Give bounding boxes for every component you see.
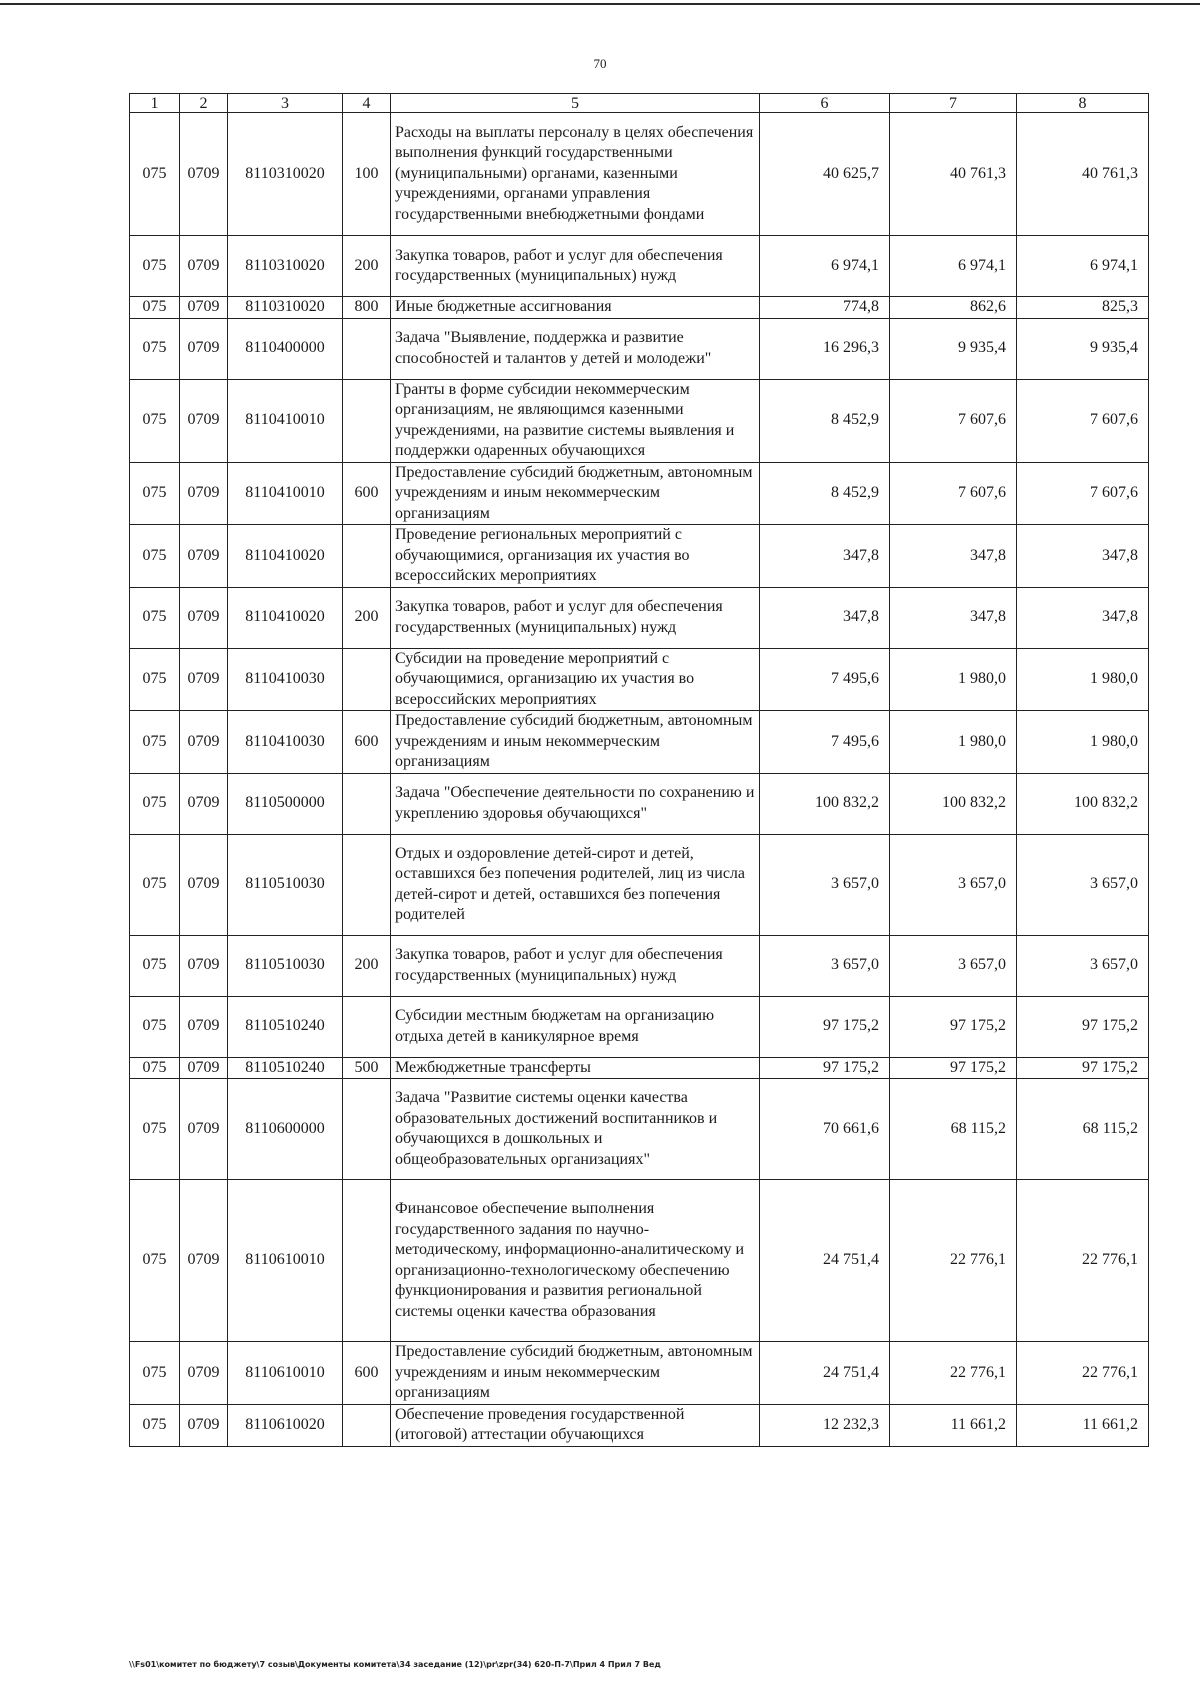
amount-col7-cell: 22 776,1	[890, 1180, 1017, 1342]
table-row	[130, 1342, 1149, 1405]
amount-col6-cell: 3 657,0	[760, 834, 890, 935]
expense-type-cell	[343, 318, 391, 379]
description-cell: Предоставление субсидий бюджетным, автономным учреждениям и иным некоммерческим организациям	[391, 462, 760, 525]
ministry-code-cell: 075	[130, 318, 180, 379]
amount-col8-cell: 7 607,6	[1017, 379, 1149, 462]
expense-type-cell	[343, 648, 391, 711]
ministry-code-cell: 075	[130, 711, 180, 774]
amount-col7-cell: 1 980,0	[890, 711, 1017, 774]
amount-col6-cell: 6 974,1	[760, 236, 890, 297]
ministry-code-cell: 075	[130, 648, 180, 711]
amount-col7-cell: 347,8	[890, 587, 1017, 648]
section-code-cell: 0709	[180, 236, 228, 297]
column-header: 1	[130, 94, 180, 113]
target-article-cell: 8110410020	[228, 525, 343, 588]
section-code-cell: 0709	[180, 996, 228, 1057]
table-row	[130, 711, 1149, 774]
amount-col8-cell: 6 974,1	[1017, 236, 1149, 297]
description-cell: Закупка товаров, работ и услуг для обеспечения государственных (муниципальных) нужд	[391, 935, 760, 996]
expense-type-cell: 600	[343, 711, 391, 774]
amount-col8-cell: 3 657,0	[1017, 935, 1149, 996]
amount-col6-cell: 24 751,4	[760, 1180, 890, 1342]
target-article-cell: 8110510030	[228, 834, 343, 935]
ministry-code-cell: 075	[130, 1079, 180, 1180]
description-cell: Расходы на выплаты персоналу в целях обеспечения выполнения функций государственными (муниципальными) органами, казенными учреждениями, органами управления государственными внебюджетными фондами	[391, 113, 760, 236]
description-cell: Отдых и оздоровление детей-сирот и детей, оставшихся без попечения родителей, лиц из числа детей-сирот и детей, оставшихся без попечения родителей	[391, 834, 760, 935]
amount-col7-cell: 1 980,0	[890, 648, 1017, 711]
ministry-code-cell: 075	[130, 525, 180, 588]
description-cell: Задача "Выявление, поддержка и развитие способностей и талантов у детей и молодежи"	[391, 318, 760, 379]
description-cell: Проведение региональных мероприятий с обучающимися, организация их участия во всероссийских мероприятиях	[391, 525, 760, 588]
target-article-cell: 8110510240	[228, 996, 343, 1057]
target-article-cell: 8110310020	[228, 236, 343, 297]
target-article-cell: 8110310020	[228, 297, 343, 319]
expense-type-cell	[343, 773, 391, 834]
target-article-cell: 8110510240	[228, 1057, 343, 1079]
amount-col7-cell: 9 935,4	[890, 318, 1017, 379]
target-article-cell: 8110410030	[228, 711, 343, 774]
table-row	[130, 1404, 1149, 1446]
section-code-cell: 0709	[180, 113, 228, 236]
amount-col8-cell: 11 661,2	[1017, 1404, 1149, 1446]
page-number: 70	[593, 56, 607, 71]
expense-type-cell	[343, 1180, 391, 1342]
amount-col7-cell: 3 657,0	[890, 834, 1017, 935]
amount-col6-cell: 40 625,7	[760, 113, 890, 236]
amount-col6-cell: 7 495,6	[760, 648, 890, 711]
expense-type-cell: 200	[343, 587, 391, 648]
table-row	[130, 236, 1149, 297]
ministry-code-cell: 075	[130, 297, 180, 319]
description-cell: Гранты в форме субсидии некоммерческим организациям, не являющимся казенными учреждениями, на развитие системы выявления и поддержки одаренных обучающихся	[391, 379, 760, 462]
amount-col8-cell: 9 935,4	[1017, 318, 1149, 379]
amount-col7-cell: 40 761,3	[890, 113, 1017, 236]
table-row	[130, 318, 1149, 379]
target-article-cell: 8110410020	[228, 587, 343, 648]
column-header-row	[130, 94, 1149, 113]
table-row	[130, 935, 1149, 996]
amount-col6-cell: 347,8	[760, 525, 890, 588]
amount-col7-cell: 100 832,2	[890, 773, 1017, 834]
amount-col8-cell: 22 776,1	[1017, 1180, 1149, 1342]
amount-col6-cell: 774,8	[760, 297, 890, 319]
amount-col7-cell: 11 661,2	[890, 1404, 1017, 1446]
ministry-code-cell: 075	[130, 1342, 180, 1405]
column-header: 3	[228, 94, 343, 113]
amount-col6-cell: 16 296,3	[760, 318, 890, 379]
table-row	[130, 297, 1149, 319]
expense-type-cell: 200	[343, 935, 391, 996]
table-row	[130, 525, 1149, 588]
description-cell: Субсидии на проведение мероприятий с обучающимися, организацию их участия во всероссийских мероприятиях	[391, 648, 760, 711]
amount-col8-cell: 347,8	[1017, 525, 1149, 588]
amount-col6-cell: 97 175,2	[760, 996, 890, 1057]
amount-col8-cell: 100 832,2	[1017, 773, 1149, 834]
amount-col7-cell: 97 175,2	[890, 996, 1017, 1057]
column-header: 5	[391, 94, 760, 113]
table-row	[130, 587, 1149, 648]
expense-type-cell: 200	[343, 236, 391, 297]
target-article-cell: 8110610010	[228, 1180, 343, 1342]
expense-type-cell: 800	[343, 297, 391, 319]
target-article-cell: 8110610010	[228, 1342, 343, 1405]
expense-type-cell	[343, 996, 391, 1057]
column-header: 4	[343, 94, 391, 113]
amount-col7-cell: 7 607,6	[890, 462, 1017, 525]
description-cell: Закупка товаров, работ и услуг для обеспечения государственных (муниципальных) нужд	[391, 587, 760, 648]
budget-table	[129, 93, 1149, 1447]
expense-type-cell	[343, 1404, 391, 1446]
description-cell: Предоставление субсидий бюджетным, автономным учреждениям и иным некоммерческим организациям	[391, 1342, 760, 1405]
amount-col6-cell: 70 661,6	[760, 1079, 890, 1180]
amount-col7-cell: 7 607,6	[890, 379, 1017, 462]
table-row	[130, 379, 1149, 462]
expense-type-cell	[343, 1079, 391, 1180]
amount-col6-cell: 7 495,6	[760, 711, 890, 774]
amount-col6-cell: 8 452,9	[760, 462, 890, 525]
table-row	[130, 1057, 1149, 1079]
target-article-cell: 8110510030	[228, 935, 343, 996]
target-article-cell: 8110310020	[228, 113, 343, 236]
description-cell: Финансовое обеспечение выполнения государственного задания по научно-методическому, информационно-аналитическому и организационно-технологическому обеспечению функционирования и развития региональной системы оценки качества образования	[391, 1180, 760, 1342]
amount-col8-cell: 1 980,0	[1017, 711, 1149, 774]
ministry-code-cell: 075	[130, 834, 180, 935]
table-row	[130, 1079, 1149, 1180]
table-body	[130, 113, 1149, 1447]
ministry-code-cell: 075	[130, 379, 180, 462]
target-article-cell: 8110610020	[228, 1404, 343, 1446]
column-header: 8	[1017, 94, 1149, 113]
target-article-cell: 8110600000	[228, 1079, 343, 1180]
section-code-cell: 0709	[180, 1079, 228, 1180]
amount-col7-cell: 6 974,1	[890, 236, 1017, 297]
top-rule	[0, 3, 1200, 5]
section-code-cell: 0709	[180, 1342, 228, 1405]
section-code-cell: 0709	[180, 318, 228, 379]
amount-col7-cell: 3 657,0	[890, 935, 1017, 996]
description-cell: Субсидии местным бюджетам на организацию отдыха детей в каникулярное время	[391, 996, 760, 1057]
ministry-code-cell: 075	[130, 935, 180, 996]
section-code-cell: 0709	[180, 462, 228, 525]
amount-col8-cell: 347,8	[1017, 587, 1149, 648]
description-cell: Обеспечение проведения государственной (итоговой) аттестации обучающихся	[391, 1404, 760, 1446]
target-article-cell: 8110410030	[228, 648, 343, 711]
ministry-code-cell: 075	[130, 1180, 180, 1342]
description-cell: Задача "Развитие системы оценки качества образовательных достижений воспитанников и обучающихся в дошкольных и общеобразовательных организациях"	[391, 1079, 760, 1180]
amount-col6-cell: 24 751,4	[760, 1342, 890, 1405]
section-code-cell: 0709	[180, 648, 228, 711]
ministry-code-cell: 075	[130, 1057, 180, 1079]
table-row	[130, 462, 1149, 525]
amount-col8-cell: 1 980,0	[1017, 648, 1149, 711]
amount-col8-cell: 68 115,2	[1017, 1079, 1149, 1180]
target-article-cell: 8110500000	[228, 773, 343, 834]
section-code-cell: 0709	[180, 525, 228, 588]
amount-col8-cell: 825,3	[1017, 297, 1149, 319]
footer-file-path: \\Fs01\комитет по бюджету\7 созыв\Документы комитета\34 заседание (12)\pr\zpr(34) 620-П-7\Прил 4 Прил 7 Вед	[129, 1660, 661, 1669]
expense-type-cell: 100	[343, 113, 391, 236]
amount-col8-cell: 97 175,2	[1017, 996, 1149, 1057]
amount-col6-cell: 12 232,3	[760, 1404, 890, 1446]
target-article-cell: 8110410010	[228, 379, 343, 462]
amount-col7-cell: 347,8	[890, 525, 1017, 588]
section-code-cell: 0709	[180, 711, 228, 774]
description-cell: Задача "Обеспечение деятельности по сохранению и укреплению здоровья обучающихся"	[391, 773, 760, 834]
description-cell: Предоставление субсидий бюджетным, автономным учреждениям и иным некоммерческим организациям	[391, 711, 760, 774]
ministry-code-cell: 075	[130, 996, 180, 1057]
column-header: 6	[760, 94, 890, 113]
amount-col7-cell: 862,6	[890, 297, 1017, 319]
ministry-code-cell: 075	[130, 113, 180, 236]
section-code-cell: 0709	[180, 297, 228, 319]
column-header: 7	[890, 94, 1017, 113]
section-code-cell: 0709	[180, 935, 228, 996]
amount-col6-cell: 347,8	[760, 587, 890, 648]
amount-col8-cell: 7 607,6	[1017, 462, 1149, 525]
amount-col6-cell: 100 832,2	[760, 773, 890, 834]
table-row	[130, 648, 1149, 711]
amount-col6-cell: 8 452,9	[760, 379, 890, 462]
expense-type-cell: 600	[343, 462, 391, 525]
table-row	[130, 113, 1149, 236]
ministry-code-cell: 075	[130, 1404, 180, 1446]
target-article-cell: 8110410010	[228, 462, 343, 525]
amount-col6-cell: 3 657,0	[760, 935, 890, 996]
amount-col8-cell: 3 657,0	[1017, 834, 1149, 935]
ministry-code-cell: 075	[130, 462, 180, 525]
section-code-cell: 0709	[180, 773, 228, 834]
target-article-cell: 8110400000	[228, 318, 343, 379]
section-code-cell: 0709	[180, 379, 228, 462]
amount-col7-cell: 22 776,1	[890, 1342, 1017, 1405]
description-cell: Закупка товаров, работ и услуг для обеспечения государственных (муниципальных) нужд	[391, 236, 760, 297]
table-row	[130, 834, 1149, 935]
column-header: 2	[180, 94, 228, 113]
section-code-cell: 0709	[180, 1057, 228, 1079]
amount-col7-cell: 68 115,2	[890, 1079, 1017, 1180]
expense-type-cell: 600	[343, 1342, 391, 1405]
section-code-cell: 0709	[180, 1180, 228, 1342]
table-row	[130, 773, 1149, 834]
amount-col7-cell: 97 175,2	[890, 1057, 1017, 1079]
section-code-cell: 0709	[180, 1404, 228, 1446]
ministry-code-cell: 075	[130, 587, 180, 648]
table-row	[130, 996, 1149, 1057]
amount-col8-cell: 22 776,1	[1017, 1342, 1149, 1405]
amount-col8-cell: 97 175,2	[1017, 1057, 1149, 1079]
description-cell: Иные бюджетные ассигнования	[391, 297, 760, 319]
expense-type-cell	[343, 834, 391, 935]
table-row	[130, 1180, 1149, 1342]
amount-col8-cell: 40 761,3	[1017, 113, 1149, 236]
section-code-cell: 0709	[180, 834, 228, 935]
section-code-cell: 0709	[180, 587, 228, 648]
amount-col6-cell: 97 175,2	[760, 1057, 890, 1079]
ministry-code-cell: 075	[130, 236, 180, 297]
expense-type-cell	[343, 525, 391, 588]
expense-type-cell	[343, 379, 391, 462]
expense-type-cell: 500	[343, 1057, 391, 1079]
description-cell: Межбюджетные трансферты	[391, 1057, 760, 1079]
ministry-code-cell: 075	[130, 773, 180, 834]
